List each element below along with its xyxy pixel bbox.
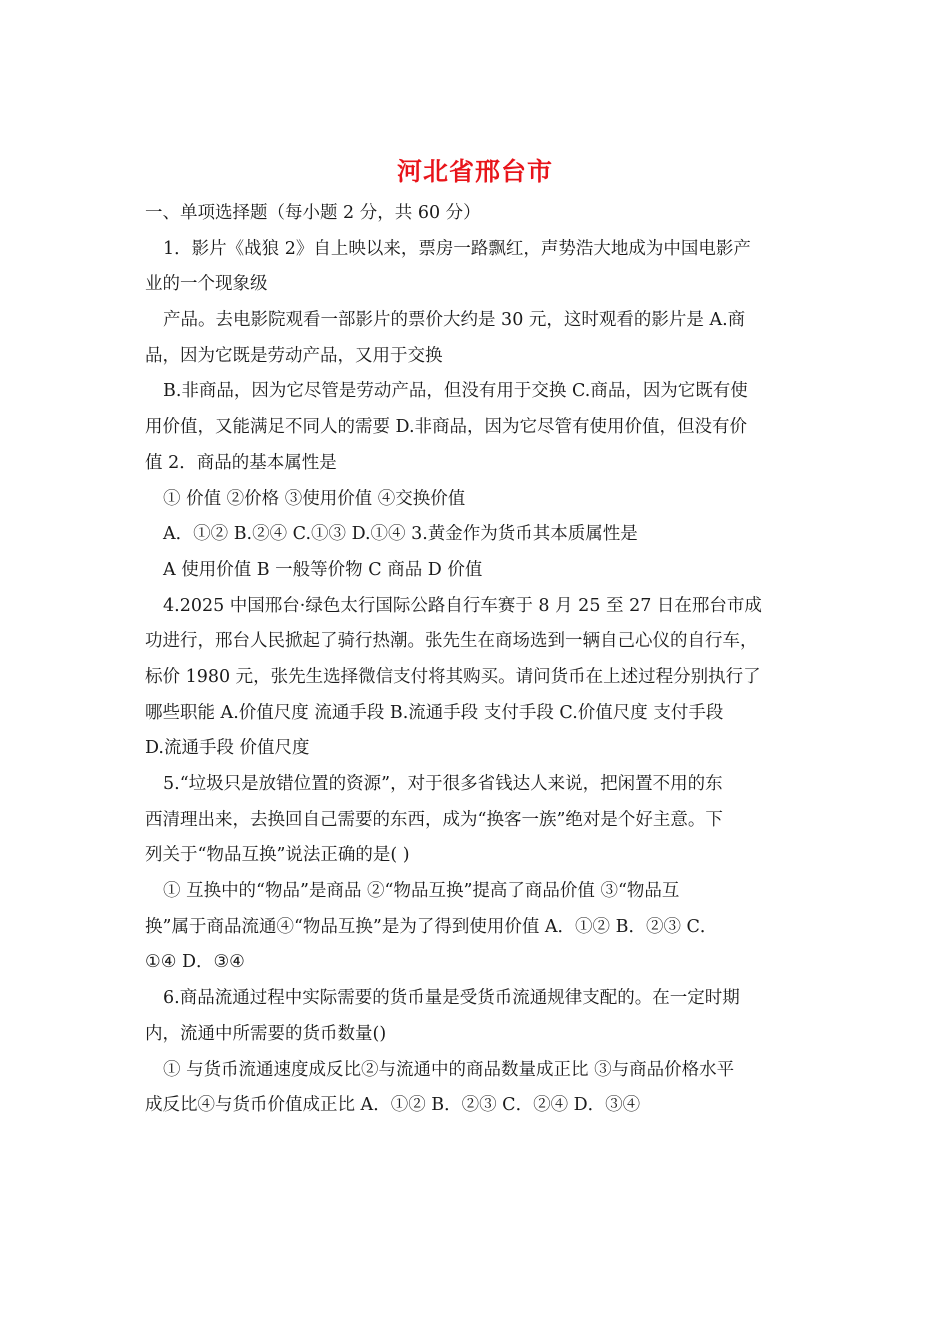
text-line: 4.2025 中国邢台·绿色太行国际公路自行车赛于 8 月 25 至 27 日在邢台市成 [163,595,762,616]
text-line: 6.商品流通过程中实际需要的货币量是受货币流通规律支配的。在一定时期 [163,988,740,1009]
text-line: ① 互换中的“物品”是商品 ②“物品互换”提高了商品价值 ③“物品互 [163,881,680,902]
text-line: 1．影片《战狼 2》自上映以来，票房一路飘红，声势浩大地成为中国电影产 [163,238,751,259]
document-body [145,196,810,1124]
text-line: B.非商品，因为它尽管是劳动产品，但没有用于交换 C.商品，因为它既有使 [163,381,748,402]
text-line: 产品。去电影院观看一部影片的票价大约是 30 元，这时观看的影片是 A.商 [163,310,746,331]
text-line: 列关于“物品互换”说法正确的是( ) [145,845,410,866]
text-line: ①④ D．③④ [145,952,245,973]
text-line: 5.“垃圾只是放错位置的资源”，对于很多省钱达人来说，把闲置不用的东 [163,774,723,794]
text-line: ① 与货币流通速度成反比②与流通中的商品数量成正比 ③与商品价格水平 [163,1059,735,1080]
text-line: 一、单项选择题（每小题 2 分，共 60 分） [145,203,481,223]
text-line: 值 2．商品的基本属性是 [145,452,337,473]
document-title: 河北省邢台市 [396,157,553,186]
text-line: 内，流通中所需要的货币数量() [145,1023,387,1044]
text-line: 哪些职能 A.价值尺度 流通手段 B.流通手段 支付手段 C.价值尺度 支付手段 [145,702,724,723]
text-line: 业的一个现象级 [145,274,268,295]
text-line: 标价 1980 元，张先生选择微信支付将其购买。请问货币在上述过程分别执行了 [145,666,761,687]
text-line: 换”属于商品流通④“物品互换”是为了得到使用价值 A．①② B．②③ C． [145,916,718,937]
text-line: 成反比④与货币价值成正比 A．①② B．②③ C．②④ D．③④ [145,1095,641,1116]
text-line: A 使用价值 B 一般等价物 C 商品 D 价值 [163,559,483,580]
text-line: A．①② B.②④ C.①③ D.①④ 3.黄金作为货币其本质属性是 [163,524,638,545]
text-line: 西清理出来，去换回自己需要的东西，成为“换客一族”绝对是个好主意。下 [145,809,723,830]
text-line: 功进行，邢台人民掀起了骑行热潮。张先生在商场选到一辆自己心仪的自行车， [145,631,758,652]
text-line: 品，因为它既是劳动产品，又用于交换 [145,345,443,366]
text-line: 用价值，又能满足不同人的需要 D.非商品，因为它尽管有使用价值，但没有价 [145,417,748,438]
text-line: ① 价值 ②价格 ③使用价值 ④交换价值 [163,488,466,509]
text-line: D.流通手段 价值尺度 [145,738,310,759]
